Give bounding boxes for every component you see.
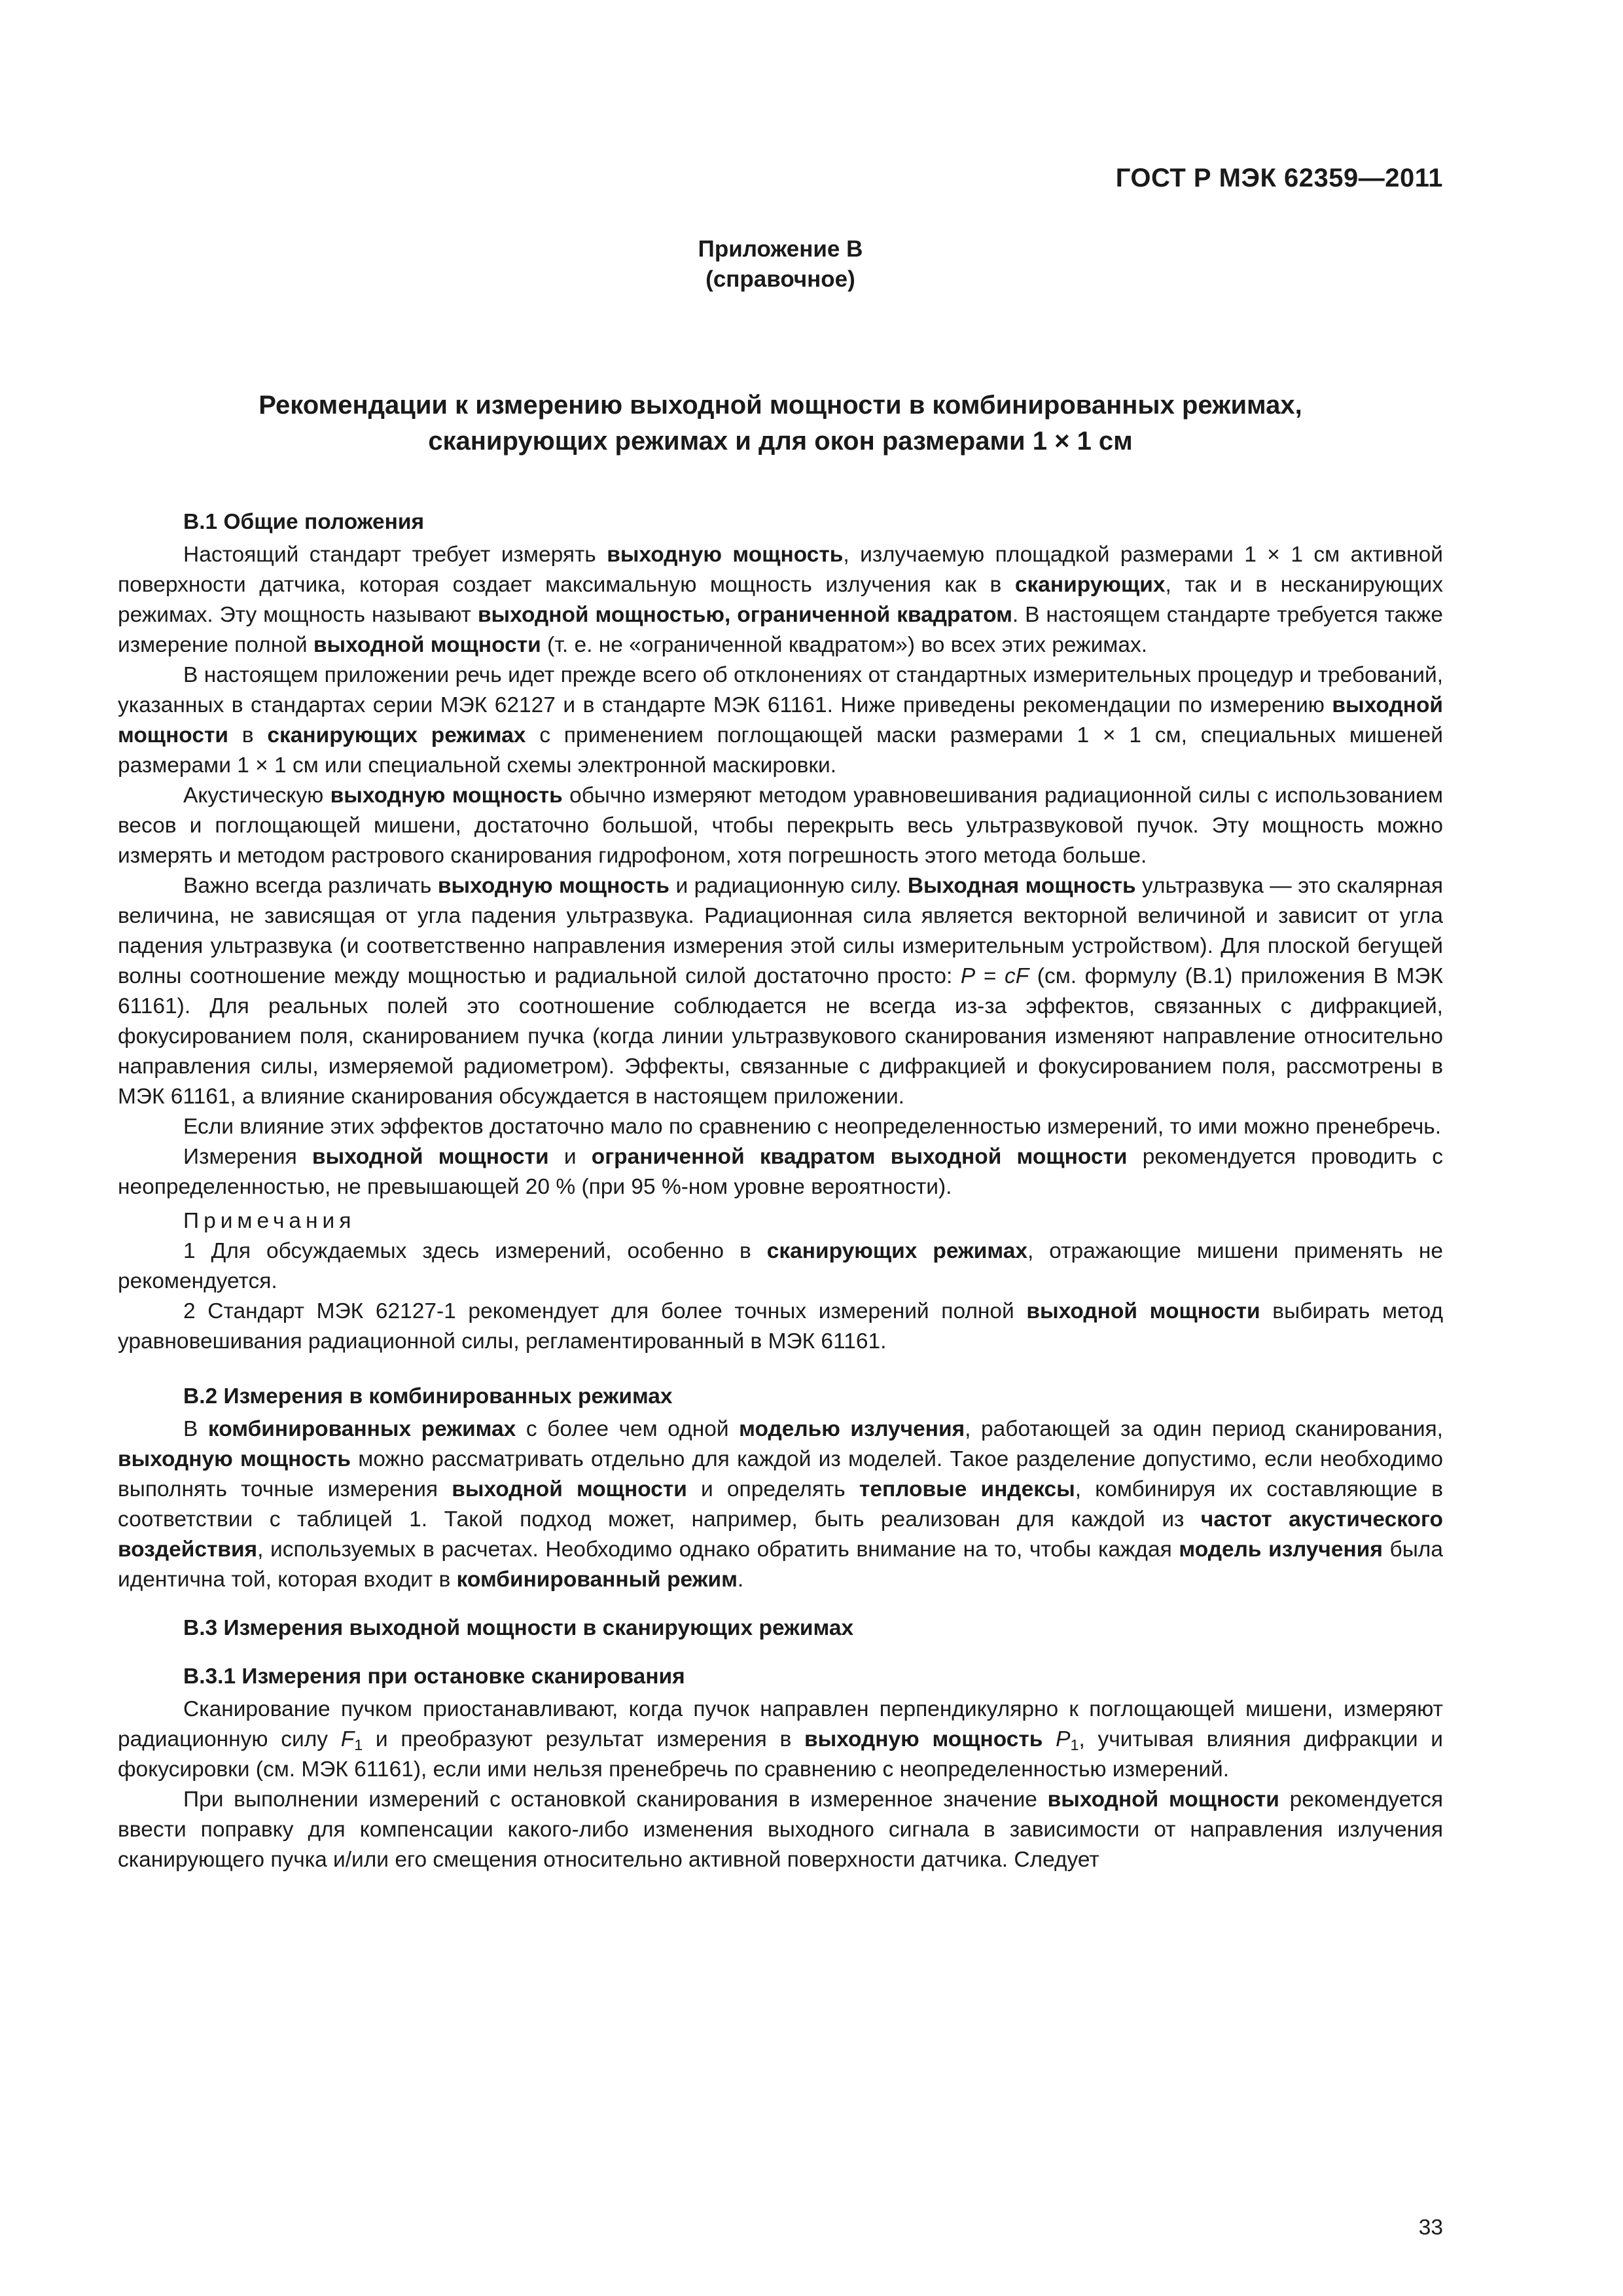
text-run: , работающей за один период сканирования,	[965, 1417, 1443, 1441]
text-run: можно рассматривать отдельно для каждой из моделей. Такое разделение допустимо, если необходимо выполнять точные измерения	[118, 1447, 1443, 1501]
section-heading-b1: В.1 Общие положения	[183, 510, 425, 534]
paragraph	[118, 1112, 1443, 1142]
bold-term: выходную мощность	[607, 543, 844, 567]
text-run: , так и в несканирующих режимах. Эту мощность называют	[118, 573, 1444, 627]
subscript: 1	[1070, 1736, 1079, 1753]
bold-term: выходной мощности	[313, 633, 541, 657]
text-run: и определять	[687, 1477, 859, 1501]
text-run: (см. формулу (В.1) приложения В МЭК 61161). Для реальных полей это соотношение соблюдается не всегда из-за эффектов, связанных с дифракцией, фокусированием поля, сканированием пучка (когда линии ультразвукового сканирования изменяют направление относительно направления силы, измеряемой радиометром). Эффекты, связанные с дифракцией и фокусированием поля, рассмотрены в МЭК 61161, а влияние сканирования обсуждается в настоящем приложении.	[118, 964, 1443, 1109]
text-run: рекомендуется проводить с неопределенностью, не превышающей 20 % (при 95 %-ном уровне вероятности).	[118, 1145, 1444, 1199]
formula-symbol: P	[960, 964, 976, 988]
standard-code: ГОСТ Р МЭК 62359—2011	[1115, 164, 1443, 192]
formula-symbol: F	[340, 1727, 355, 1751]
text-run: , комбинируя их составляющие в соответствии с таблицей 1. Такой подход может, например, быть реализован для каждой из	[118, 1477, 1443, 1532]
text-run: (т. е. не «ограниченной квадратом») во всех этих режимах.	[541, 633, 1148, 657]
section-heading-b2: В.2 Измерения в комбинированных режимах	[183, 1384, 673, 1408]
text-run: Акустическую	[183, 783, 330, 808]
paragraph	[118, 540, 1443, 660]
bold-term: выходную мощность	[437, 874, 670, 898]
text-run: .	[737, 1568, 744, 1592]
title-line-2: сканирующих режимах и для окон размерами 1 × 1 см	[428, 427, 1133, 456]
text-run: и радиационную силу.	[669, 874, 908, 898]
text-run: Измерения	[183, 1145, 312, 1169]
text-run: В	[183, 1417, 208, 1441]
text-run: была идентична той, которая входит в	[118, 1537, 1443, 1592]
bold-term: выходную мощность	[118, 1447, 351, 1471]
bold-term: сканирующих режимах	[267, 723, 526, 747]
bold-term: тепловые индексы	[859, 1477, 1075, 1501]
formula-symbol: cF	[1005, 964, 1029, 988]
note-item	[118, 1236, 1443, 1297]
text-run: , излучаемую площадкой размерами 1 × 1 см активной поверхности датчика, которая создает максимальную мощность излучения как в	[118, 543, 1443, 597]
text-run: =	[975, 964, 1005, 988]
document-page	[118, 0, 1443, 2296]
bold-term: выходной мощности	[312, 1145, 549, 1169]
bold-term: сканирующих	[1014, 573, 1166, 597]
paragraph	[118, 1785, 1443, 1875]
bold-term: модель излучения	[1179, 1537, 1383, 1562]
bold-term: выходную мощность	[330, 783, 563, 808]
bold-term: комбинированных режимах	[207, 1417, 516, 1441]
text-run: . В настоящем стандарте требуется также измерение полной	[118, 603, 1443, 657]
bold-term: выходной мощностью, ограниченной квадратом	[477, 603, 1012, 627]
notes-label: Примечания	[183, 1209, 356, 1233]
paragraph	[118, 781, 1443, 871]
text-run: ультразвука — это скалярная величина, не зависящая от угла падения ультразвука. Радиационная сила является векторной величиной и зависит от угла падения ультразвука (и соответственно направления измерения этой силы измерительным устройством). Для плоской бегущей волны соотношение между мощностью и радиальной силой достаточно просто:	[118, 874, 1443, 988]
text-run: выбирать метод уравновешивания радиационной силы, регламентированный в МЭК 61161.	[118, 1299, 1443, 1354]
page-number: 33	[1418, 2215, 1443, 2240]
text-run: 2 Стандарт МЭК 62127-1 рекомендует для более точных измерений полной	[183, 1299, 1027, 1323]
text-run: , отражающие мишени применять не рекомендуется.	[118, 1239, 1443, 1293]
bold-term: Выходная мощность	[907, 874, 1136, 898]
body-text	[118, 507, 1443, 1875]
bold-term: выходной мощности	[1047, 1787, 1279, 1812]
bold-term: частот акустического воздействия	[118, 1507, 1443, 1562]
bold-term: выходной мощности	[118, 693, 1443, 747]
subsection-heading-b3-1: В.3.1 Измерения при остановке сканирования	[183, 1664, 685, 1689]
bold-term: комбинированный режим	[456, 1568, 738, 1592]
text-run	[1043, 1727, 1056, 1751]
text-run: в	[228, 723, 268, 747]
section-heading-b3: В.3 Измерения выходной мощности в сканирующих режимах	[183, 1616, 854, 1640]
bold-term: выходную мощность	[804, 1727, 1043, 1751]
text-run: Настоящий стандарт требует измерять	[183, 543, 607, 567]
text-run: и	[548, 1145, 592, 1169]
title-line-1: Рекомендации к измерению выходной мощности в комбинированных режимах,	[259, 391, 1302, 420]
annex-label: Приложение В	[698, 236, 863, 262]
annex-block	[118, 234, 1443, 295]
document-title	[118, 387, 1443, 459]
bold-term: выходной мощности	[452, 1477, 687, 1501]
text-run: , используемых в расчетах. Необходимо однако обратить внимание на то, чтобы каждая	[257, 1537, 1179, 1562]
paragraph	[118, 1695, 1443, 1785]
note-item	[118, 1297, 1443, 1357]
text-run: обычно измеряют методом уравновешивания радиационной силы с использованием весов и поглощающей мишени, достаточно большой, чтобы перекрыть весь ультразвуковой пучок. Эту мощность можно измерять и методом растрового сканирования гидрофоном, хотя погрешность этого метода больше.	[118, 783, 1444, 868]
paragraph	[118, 1414, 1443, 1595]
bold-term: выходной мощности	[1026, 1299, 1260, 1323]
bold-term: моделью излучения	[739, 1417, 965, 1441]
text-run: с более чем одной	[516, 1417, 740, 1441]
bold-term: ограниченной квадратом выходной мощности	[591, 1145, 1128, 1169]
text-run: 1 Для обсуждаемых здесь измерений, особенно в	[183, 1239, 767, 1263]
formula-symbol: P	[1056, 1727, 1071, 1751]
text-run: Сканирование пучком приостанавливают, когда пучок направлен перпендикулярно к поглощающей мишени, измеряют радиационную силу	[118, 1697, 1443, 1751]
text-run: Важно всегда различать	[183, 874, 438, 898]
text-run: рекомендуется ввести поправку для компенсации какого-либо изменения выходного сигнала в зависимости от направления излучения сканирующего пучка и/или его смещения относительно активной поверхности датчика. Следует	[118, 1787, 1443, 1872]
paragraph	[118, 871, 1443, 1112]
annex-type: (справочное)	[705, 266, 855, 292]
text-run: с применением поглощающей маски размерами 1 × 1 см, специальных мишеней размерами 1 × 1 см или специальной схемы электронной маскировки.	[118, 723, 1443, 778]
bold-term: сканирующих режимах	[766, 1239, 1027, 1263]
paragraph	[118, 660, 1443, 781]
text-run: и преобразуют результат измерения в	[363, 1727, 804, 1751]
text-run: В настоящем приложении речь идет прежде всего об отклонениях от стандартных измерительных процедур и требований, указанных в стандартах серии МЭК 62127 и в стандарте МЭК 61161. Ниже приведены рекомендации по измерению	[118, 663, 1443, 717]
text-run: Если влияние этих эффектов достаточно мало по сравнению с неопределенностью измерений, то ими можно пренебречь.	[183, 1115, 1442, 1139]
text-run: При выполнении измерений с остановкой сканирования в измеренное значение	[183, 1787, 1048, 1812]
text-run: , учитывая влияния дифракции и фокусировки (см. МЭК 61161), если ими нельзя пренебречь по сравнению с неопределенностью измерений.	[118, 1727, 1443, 1782]
subscript: 1	[354, 1736, 363, 1753]
paragraph	[118, 1142, 1443, 1202]
